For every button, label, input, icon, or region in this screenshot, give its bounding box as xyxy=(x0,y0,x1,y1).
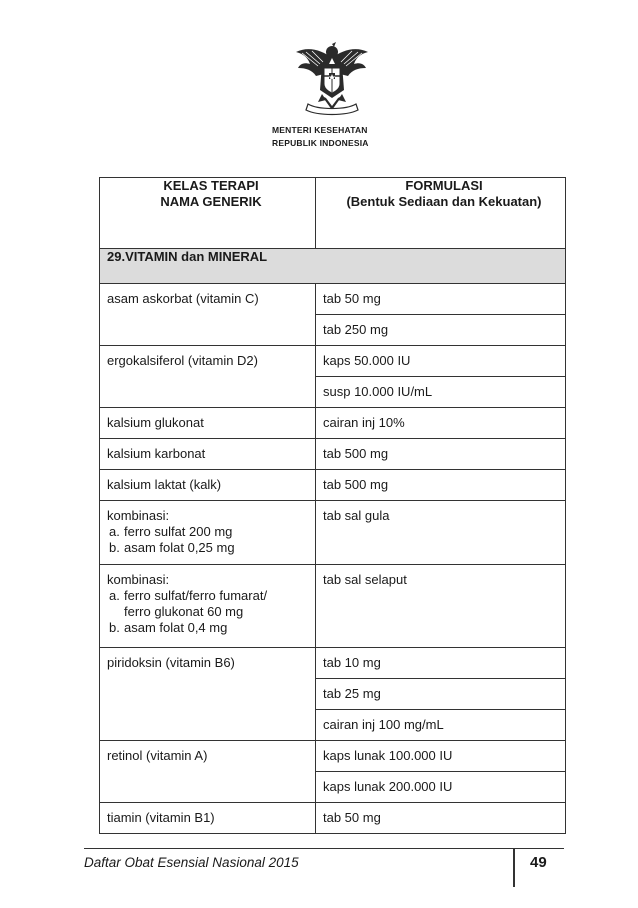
header-formulasi xyxy=(316,178,566,249)
table-row xyxy=(100,346,566,377)
list-marker: a. xyxy=(109,524,120,539)
formulation-cell xyxy=(316,710,566,741)
formulation: tab 25 mg xyxy=(323,686,381,701)
generic-name-cell xyxy=(100,741,316,803)
list-item xyxy=(107,540,315,556)
formulation-cell xyxy=(316,470,566,501)
table-header-row xyxy=(100,178,566,249)
formulation-cell xyxy=(316,315,566,346)
list-item xyxy=(107,524,315,540)
formulation-cell xyxy=(316,565,566,648)
formulation-cell xyxy=(316,803,566,834)
section-title: 29.VITAMIN dan MINERAL xyxy=(100,249,566,284)
generic-name-cell xyxy=(100,439,316,470)
generic-name: kombinasi: xyxy=(107,508,170,523)
header-kelas-terapi xyxy=(100,178,316,249)
table-row xyxy=(100,803,566,834)
table-row xyxy=(100,470,566,501)
formulation: tab sal gula xyxy=(323,508,390,523)
header-col1-line2: NAMA GENERIK xyxy=(160,194,262,209)
garuda-emblem-icon xyxy=(292,40,372,118)
generic-name: kombinasi: xyxy=(107,572,170,587)
generic-name-cell xyxy=(100,346,316,408)
generic-name: asam askorbat (vitamin C) xyxy=(107,291,259,306)
formulation-cell xyxy=(316,679,566,710)
formulation-cell xyxy=(316,346,566,377)
generic-name: kalsium karbonat xyxy=(107,446,206,461)
list-marker: b. xyxy=(109,620,120,635)
ministry-line2: REPUBLIK INDONESIA xyxy=(272,138,369,148)
generic-name-cell xyxy=(100,408,316,439)
table-row xyxy=(100,741,566,772)
generic-name: kalsium glukonat xyxy=(107,415,204,430)
generic-name: retinol (vitamin A) xyxy=(107,748,208,763)
header-col2-line1: FORMULASI xyxy=(405,178,483,193)
formulation: cairan inj 100 mg/mL xyxy=(323,717,444,732)
generic-name-cell xyxy=(100,803,316,834)
generic-name-cell xyxy=(100,565,316,648)
formulation: cairan inj 10% xyxy=(323,415,405,430)
list-text: ferro glukonat 60 mg xyxy=(124,604,244,619)
formulation: tab 500 mg xyxy=(323,446,389,461)
section-row xyxy=(100,249,566,284)
formulation: tab 50 mg xyxy=(323,291,381,306)
formulation: tab 50 mg xyxy=(323,810,381,825)
table-row xyxy=(100,501,566,565)
generic-name-cell xyxy=(100,501,316,565)
ministry-header xyxy=(272,124,412,150)
table-row xyxy=(100,439,566,470)
ministry-line1: MENTERI KESEHATAN xyxy=(272,125,368,135)
list-text: ferro sulfat 200 mg xyxy=(124,524,233,539)
formulation-cell xyxy=(316,408,566,439)
footer-title: Daftar Obat Esensial Nasional 2015 xyxy=(84,855,299,870)
footer-vertical-divider xyxy=(513,849,515,887)
generic-name: piridoksin (vitamin B6) xyxy=(107,655,235,670)
list-text: asam folat 0,4 mg xyxy=(124,620,228,635)
formulation: tab 500 mg xyxy=(323,477,389,492)
generic-name-cell xyxy=(100,284,316,346)
generic-name: tiamin (vitamin B1) xyxy=(107,810,215,825)
table-row xyxy=(100,565,566,648)
formulation-cell xyxy=(316,439,566,470)
list-item xyxy=(107,588,315,604)
footer-divider xyxy=(84,848,564,849)
header-col2-line2: (Bentuk Sediaan dan Kekuatan) xyxy=(346,194,542,209)
formulation: tab sal selaput xyxy=(323,572,407,587)
formulation: kaps lunak 100.000 IU xyxy=(323,748,453,763)
formulation: kaps 50.000 IU xyxy=(323,353,411,368)
table-row xyxy=(100,408,566,439)
table-row xyxy=(100,284,566,315)
formulation-cell xyxy=(316,741,566,772)
formulation-cell xyxy=(316,284,566,315)
page-number: 49 xyxy=(530,854,547,871)
table-row xyxy=(100,648,566,679)
formulation-cell xyxy=(316,772,566,803)
list-text: asam folat 0,25 mg xyxy=(124,540,235,555)
formulation-cell xyxy=(316,377,566,408)
header-col1-line1: KELAS TERAPI xyxy=(163,178,259,193)
list-marker: b. xyxy=(109,540,120,555)
formulation-cell xyxy=(316,501,566,565)
generic-name-cell xyxy=(100,648,316,741)
drug-table xyxy=(99,177,566,834)
formulation: tab 10 mg xyxy=(323,655,381,670)
list-text: ferro sulfat/ferro fumarat/ xyxy=(124,588,268,603)
generic-name: ergokalsiferol (vitamin D2) xyxy=(107,353,258,368)
formulation-cell xyxy=(316,648,566,679)
list-item xyxy=(107,604,315,620)
list-item xyxy=(107,620,315,636)
list-marker: a. xyxy=(109,588,120,603)
formulation: susp 10.000 IU/mL xyxy=(323,384,433,399)
formulation: tab 250 mg xyxy=(323,322,389,337)
formulation: kaps lunak 200.000 IU xyxy=(323,779,453,794)
generic-name: kalsium laktat (kalk) xyxy=(107,477,222,492)
generic-name-cell xyxy=(100,470,316,501)
